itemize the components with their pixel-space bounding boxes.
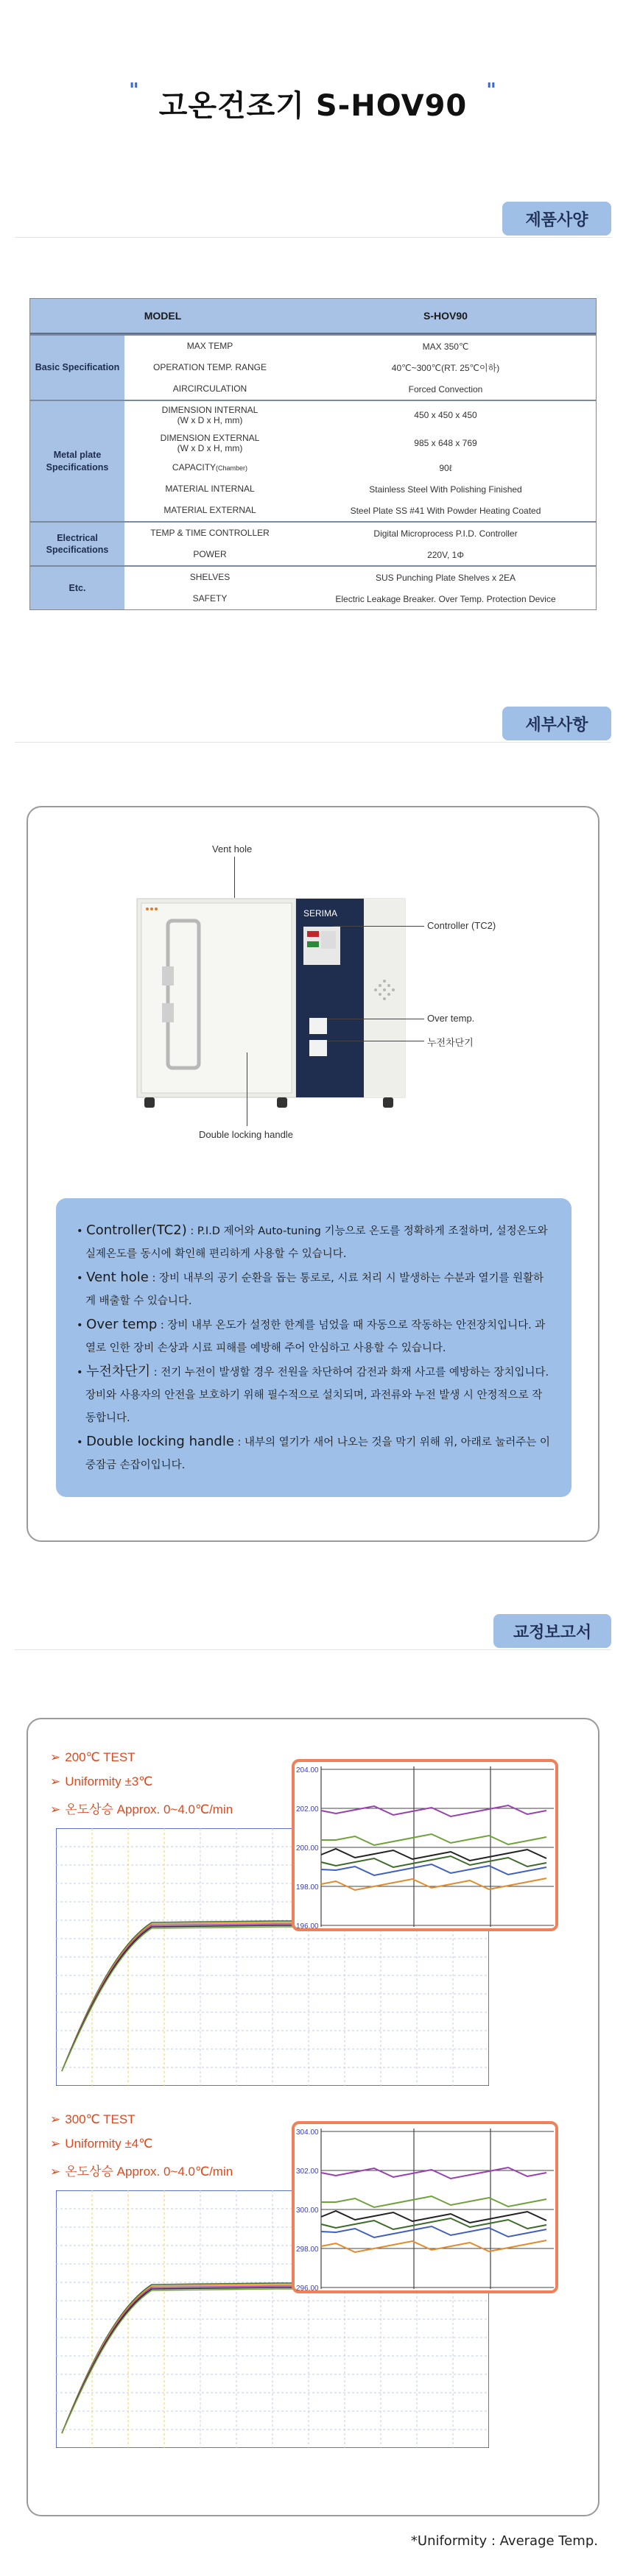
spec-key-text: DIMENSION EXTERNAL xyxy=(160,432,260,443)
spec-key-sub: (Chamber) xyxy=(216,464,248,473)
spec-value: Steel Plate SS #41 With Powder Heating Coated xyxy=(350,505,541,516)
test-condition-text: 200℃ TEST xyxy=(65,1750,136,1764)
test-condition xyxy=(50,1750,136,1765)
test-condition-text: 300℃ TEST xyxy=(65,2112,136,2126)
spec-key xyxy=(124,341,295,351)
spec-row xyxy=(124,523,596,544)
test-condition xyxy=(50,2161,233,2179)
spec-key-text: TEMP & TIME CONTROLLER xyxy=(150,528,270,539)
spec-key-unit: (W x D x H, mm) xyxy=(177,415,243,425)
detail-item: • Over temp : 장비 내부 온도가 설정한 한계를 넘었을 때 자동으로 작동하는 안전장치입니다. 과열로 인한 장비 손상과 시료 피해를 예방해 주어 안심하고 사용할 수 있습니다. xyxy=(77,1317,546,1354)
zoom-tick-label: 202.00 xyxy=(296,1805,319,1814)
spec-key-text: SAFETY xyxy=(192,593,228,604)
arrow-icon: ➢ xyxy=(50,2165,61,2179)
spec-key-text: CAPACITY xyxy=(172,462,217,473)
page-title xyxy=(0,79,626,124)
spec-key-text: AIRCIRCULATION xyxy=(172,383,247,394)
spec-value: 40℃~300℃(RT. 25℃이하) xyxy=(391,363,500,373)
zoom-inset-graph xyxy=(292,2121,558,2293)
zoom-tick-label: 302.00 xyxy=(296,2168,319,2176)
test-condition-text: 온도상승 Approx. 0~4.0℃/min xyxy=(65,1802,233,1816)
arrow-icon: ➢ xyxy=(50,1802,61,1816)
spec-key-text: MATERIAL EXTERNAL xyxy=(163,505,256,516)
spec-row xyxy=(124,478,596,500)
arrow-icon: ➢ xyxy=(50,2112,61,2126)
spec-key xyxy=(124,362,295,372)
spec-row xyxy=(124,336,596,357)
test-condition xyxy=(50,2137,152,2151)
spec-group-label: Etc. xyxy=(30,567,124,609)
spec-group xyxy=(30,334,596,400)
spec-row xyxy=(124,429,596,457)
spec-key xyxy=(124,528,295,538)
callout-double-locking-handle: Double locking handle xyxy=(199,1129,293,1140)
test-condition xyxy=(50,1774,152,1789)
spec-key xyxy=(124,505,295,515)
spec-group xyxy=(30,400,596,521)
spec-key xyxy=(124,572,295,582)
detail-term: 누전차단기 xyxy=(86,1364,151,1379)
spec-value: Electric Leakage Breaker. Over Temp. Protection Device xyxy=(335,593,556,604)
spec-row xyxy=(124,457,596,478)
spec-key xyxy=(124,549,295,559)
callout-leakage-breaker: 누전차단기 xyxy=(427,1037,474,1048)
zoom-tick-label: 198.00 xyxy=(296,1883,319,1892)
test-condition xyxy=(50,2112,136,2127)
spec-header-value: S-HOV90 xyxy=(423,310,468,322)
zoom-tick-label: 200.00 xyxy=(296,1844,319,1853)
spec-group xyxy=(30,521,596,565)
detail-desc: : P.I.D 제어와 Auto-tuning 기능으로 온도를 정확하게 조절하며, 설정온도와 실제온도를 동시에 확인해 편리하게 사용할 수 있습니다. xyxy=(85,1225,548,1260)
detail-term: Controller(TC2) xyxy=(86,1222,187,1238)
detail-desc: : 내부의 열기가 새어 나오는 것을 막기 위해 위, 아래로 눌러주는 이중잠금 손잡이입니다. xyxy=(85,1437,550,1471)
zoom-tick-label: 204.00 xyxy=(296,1766,319,1774)
spec-group-label: Basic Specification xyxy=(30,336,124,400)
spec-key-text: MATERIAL INTERNAL xyxy=(165,484,255,495)
section-divider xyxy=(15,742,611,743)
spec-row xyxy=(124,588,596,609)
test-condition xyxy=(50,1799,233,1817)
quote-mark-left: " xyxy=(129,79,140,102)
callout-over-temp: Over temp. xyxy=(427,1013,475,1024)
spec-key-unit: (W x D x H, mm) xyxy=(177,443,243,453)
spec-key xyxy=(124,383,295,394)
detail-term: Double locking handle xyxy=(86,1434,234,1449)
spec-value: 985 x 648 x 769 xyxy=(414,438,477,448)
zoom-tick-label: 196.00 xyxy=(296,1922,319,1931)
zoom-frame xyxy=(293,1761,557,1930)
section-divider xyxy=(15,1649,611,1650)
quote-mark-right: " xyxy=(486,79,497,102)
detail-info-box xyxy=(56,1198,572,1497)
spec-key-text: DIMENSION INTERNAL xyxy=(161,404,259,415)
arrow-icon: ➢ xyxy=(50,1750,61,1764)
section-tab-detail: 세부사항 xyxy=(502,707,611,740)
section-tab-spec: 제품사양 xyxy=(502,202,611,236)
detail-desc: : 장비 내부의 공기 순환을 돕는 통로로, 시료 처리 시 발생하는 수분과 열기를 원활하게 배출할 수 있습니다. xyxy=(85,1273,544,1307)
section-divider xyxy=(15,237,611,238)
spec-value: Forced Convection xyxy=(408,383,483,394)
spec-group xyxy=(30,565,596,609)
zoom-tick-label: 298.00 xyxy=(296,2246,319,2254)
spec-group-label: Metal plate Specifications xyxy=(30,401,124,521)
spec-key-text: OPERATION TEMP. RANGE xyxy=(152,362,267,373)
title-text: 고온건조기 S-HOV90 xyxy=(158,89,468,123)
spec-key xyxy=(124,433,295,454)
zoom-inset-graph xyxy=(292,1759,558,1931)
zoom-frame xyxy=(293,2123,557,2292)
test-condition-text: Uniformity ±3℃ xyxy=(65,1774,153,1788)
test-condition-text: 온도상승 Approx. 0~4.0℃/min xyxy=(65,2165,233,2179)
spec-key-text: SHELVES xyxy=(189,572,231,583)
detail-item: • Vent hole : 장비 내부의 공기 순환을 돕는 통로로, 시료 처리 시 발생하는 수분과 열기를 원활하게 배출할 수 있습니다. xyxy=(77,1270,544,1307)
spec-group-label: Electrical Specifications xyxy=(30,523,124,565)
detail-desc: : 장비 내부 온도가 설정한 한계를 넘었을 때 자동으로 작동하는 안전장치입니다. 과열로 인한 장비 손상과 시료 피해를 예방해 주어 안심하고 사용할 수 있습니다. xyxy=(85,1320,546,1354)
detail-desc: : 전기 누전이 발생할 경우 전원을 차단하여 감전과 화재 사고를 예방하는 장치입니다. 장비와 사용자의 안전을 보호하기 위해 필수적으로 설치되며, 과전류와 누전 발생 시 안정적으로 작동합니다. xyxy=(85,1367,549,1424)
spec-key xyxy=(124,484,295,494)
spec-key xyxy=(124,593,295,604)
callout-line xyxy=(333,926,424,927)
spec-row xyxy=(124,567,596,588)
detail-item: • 누전차단기 : 전기 누전이 발생할 경우 전원을 차단하여 감전과 화재 사고를 예방하는 장치입니다. 장비와 사용자의 안전을 보호하기 위해 필수적으로 설치되며, 과전류와 누전 발생 시 안정적으로 작동합니다. xyxy=(77,1364,549,1424)
callout-vent-hole: Vent hole xyxy=(212,843,253,854)
zoom-tick-label: 304.00 xyxy=(296,2129,319,2137)
spec-table xyxy=(29,298,597,610)
zoom-tick-label: 300.00 xyxy=(296,2207,319,2215)
detail-term: Vent hole xyxy=(86,1270,149,1285)
zoom-tick-label: 296.00 xyxy=(296,2285,319,2293)
arrow-icon: ➢ xyxy=(50,2137,61,2151)
spec-row xyxy=(124,378,596,400)
callout-line xyxy=(234,857,235,898)
spec-value: Digital Microprocess P.I.D. Controller xyxy=(373,528,518,539)
spec-key xyxy=(124,462,295,473)
spec-header-model: MODEL xyxy=(144,310,182,322)
spec-value: 90ℓ xyxy=(439,462,452,473)
spec-row xyxy=(124,401,596,429)
spec-row xyxy=(124,544,596,565)
callout-controller: Controller (TC2) xyxy=(427,920,496,931)
test-condition-text: Uniformity ±4℃ xyxy=(65,2137,153,2151)
section-tab-report: 교정보고서 xyxy=(493,1614,611,1648)
spec-row xyxy=(124,500,596,521)
spec-table-header xyxy=(30,299,596,334)
oven-brand: SERIMA xyxy=(303,908,338,919)
footnote: *Uniformity : Average Temp. xyxy=(410,2533,598,2549)
detail-item: • Double locking handle : 내부의 열기가 새어 나오는 것을 막기 위해 위, 아래로 눌러주는 이중잠금 손잡이입니다. xyxy=(77,1434,550,1471)
spec-value: 220V, 1Φ xyxy=(427,549,464,560)
arrow-icon: ➢ xyxy=(50,1774,61,1788)
spec-key-text: POWER xyxy=(193,549,227,560)
detail-item: • Controller(TC2) : P.I.D 제어와 Auto-tuning 기능으로 온도를 정확하게 조절하며, 설정온도와 실제온도를 동시에 확인해 편리하게 사용할 수 있습니다. xyxy=(77,1222,548,1260)
spec-value: SUS Punching Plate Shelves x 2EA xyxy=(375,572,516,583)
spec-value: Stainless Steel With Polishing Finished xyxy=(369,484,522,495)
spec-row xyxy=(124,357,596,378)
spec-value: MAX 350℃ xyxy=(422,341,469,352)
detail-term: Over temp xyxy=(86,1317,158,1332)
spec-key-text: MAX TEMP xyxy=(186,341,233,352)
spec-key xyxy=(124,405,295,426)
spec-value: 450 x 450 x 450 xyxy=(414,410,477,420)
